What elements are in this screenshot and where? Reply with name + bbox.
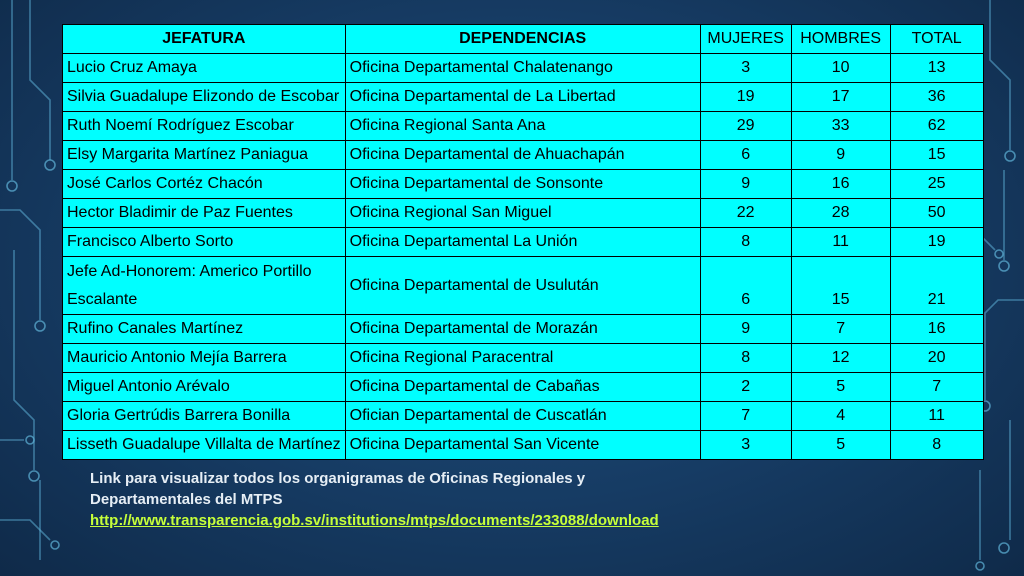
cell-dependencia: Oficina Regional Paracentral <box>345 344 700 373</box>
table-header-row <box>63 25 984 54</box>
organigram-link[interactable]: http://www.transparencia.gob.sv/institutions/mtps/documents/233088/download <box>90 512 659 529</box>
table-row <box>63 402 984 431</box>
cell-mujeres: 2 <box>700 373 791 402</box>
cell-total: 16 <box>890 315 983 344</box>
cell-jefatura: Gloria Gertrúdis Barrera Bonilla <box>63 402 346 431</box>
cell-total: 15 <box>890 141 983 170</box>
table-row <box>63 257 984 315</box>
staff-table <box>62 24 984 460</box>
cell-jefatura: Hector Bladimir de Paz Fuentes <box>63 199 346 228</box>
table-row <box>63 83 984 112</box>
table-row <box>63 141 984 170</box>
cell-mujeres: 8 <box>700 228 791 257</box>
cell-hombres: 4 <box>791 402 890 431</box>
table-row <box>63 112 984 141</box>
header-hombres: HOMBRES <box>791 25 890 54</box>
cell-mujeres: 29 <box>700 112 791 141</box>
cell-dependencia: Oficina Departamental La Unión <box>345 228 700 257</box>
cell-total: 11 <box>890 402 983 431</box>
table-row <box>63 431 984 460</box>
cell-jefatura: Francisco Alberto Sorto <box>63 228 346 257</box>
cell-mujeres: 6 <box>700 141 791 170</box>
cell-dependencia: Oficina Departamental de Morazán <box>345 315 700 344</box>
cell-mujeres: 8 <box>700 344 791 373</box>
cell-dependencia: Oficina Regional San Miguel <box>345 199 700 228</box>
cell-mujeres: 22 <box>700 199 791 228</box>
cell-hombres: 7 <box>791 315 890 344</box>
cell-hombres: 12 <box>791 344 890 373</box>
table-row <box>63 54 984 83</box>
cell-hombres: 28 <box>791 199 890 228</box>
cell-jefatura: Elsy Margarita Martínez Paniagua <box>63 141 346 170</box>
cell-hombres: 33 <box>791 112 890 141</box>
table-row <box>63 344 984 373</box>
cell-dependencia: Ofician Departamental de Cuscatlán <box>345 402 700 431</box>
cell-dependencia: Oficina Departamental de Ahuachapán <box>345 141 700 170</box>
cell-jefatura: Lucio Cruz Amaya <box>63 54 346 83</box>
cell-dependencia: Oficina Departamental de Sonsonte <box>345 170 700 199</box>
cell-jefatura: Silvia Guadalupe Elizondo de Escobar <box>63 83 346 112</box>
cell-hombres: 16 <box>791 170 890 199</box>
table-row <box>63 315 984 344</box>
cell-jefatura: Jefe Ad-Honorem: Americo Portillo Escalante <box>63 257 346 315</box>
header-mujeres: MUJERES <box>700 25 791 54</box>
cell-jefatura: Mauricio Antonio Mejía Barrera <box>63 344 346 373</box>
header-jefatura: JEFATURA <box>63 25 346 54</box>
cell-total: 8 <box>890 431 983 460</box>
cell-total: 62 <box>890 112 983 141</box>
cell-mujeres: 9 <box>700 170 791 199</box>
cell-jefatura: Miguel Antonio Arévalo <box>63 373 346 402</box>
cell-jefatura: Lisseth Guadalupe Villalta de Martínez <box>63 431 346 460</box>
cell-mujeres: 3 <box>700 54 791 83</box>
cell-total: 21 <box>890 257 983 315</box>
table-row <box>63 228 984 257</box>
cell-mujeres: 3 <box>700 431 791 460</box>
cell-hombres: 11 <box>791 228 890 257</box>
cell-hombres: 15 <box>791 257 890 315</box>
footer-caption: Link para visualizar todos los organigramas de Oficinas Regionales y Departamentales del MTPS <box>90 470 586 508</box>
cell-hombres: 5 <box>791 431 890 460</box>
cell-total: 19 <box>890 228 983 257</box>
header-dependencias: DEPENDENCIAS <box>345 25 700 54</box>
cell-total: 20 <box>890 344 983 373</box>
cell-dependencia: Oficina Regional Santa Ana <box>345 112 700 141</box>
cell-jefatura: Rufino Canales Martínez <box>63 315 346 344</box>
cell-hombres: 9 <box>791 141 890 170</box>
cell-total: 7 <box>890 373 983 402</box>
cell-hombres: 17 <box>791 83 890 112</box>
cell-hombres: 5 <box>791 373 890 402</box>
table-row <box>63 199 984 228</box>
cell-jefatura: José Carlos Cortéz Chacón <box>63 170 346 199</box>
table-row <box>63 170 984 199</box>
cell-dependencia: Oficina Departamental de Cabañas <box>345 373 700 402</box>
cell-dependencia: Oficina Departamental Chalatenango <box>345 54 700 83</box>
cell-dependencia: Oficina Departamental de Usulután <box>345 257 700 315</box>
cell-mujeres: 9 <box>700 315 791 344</box>
cell-jefatura: Ruth Noemí Rodríguez Escobar <box>63 112 346 141</box>
cell-mujeres: 19 <box>700 83 791 112</box>
cell-total: 25 <box>890 170 983 199</box>
cell-dependencia: Oficina Departamental de La Libertad <box>345 83 700 112</box>
cell-hombres: 10 <box>791 54 890 83</box>
cell-mujeres: 6 <box>700 257 791 315</box>
cell-dependencia: Oficina Departamental San Vicente <box>345 431 700 460</box>
cell-total: 36 <box>890 83 983 112</box>
table-row <box>63 373 984 402</box>
cell-total: 50 <box>890 199 983 228</box>
footer-note <box>90 468 690 531</box>
cell-mujeres: 7 <box>700 402 791 431</box>
header-total: TOTAL <box>890 25 983 54</box>
cell-total: 13 <box>890 54 983 83</box>
